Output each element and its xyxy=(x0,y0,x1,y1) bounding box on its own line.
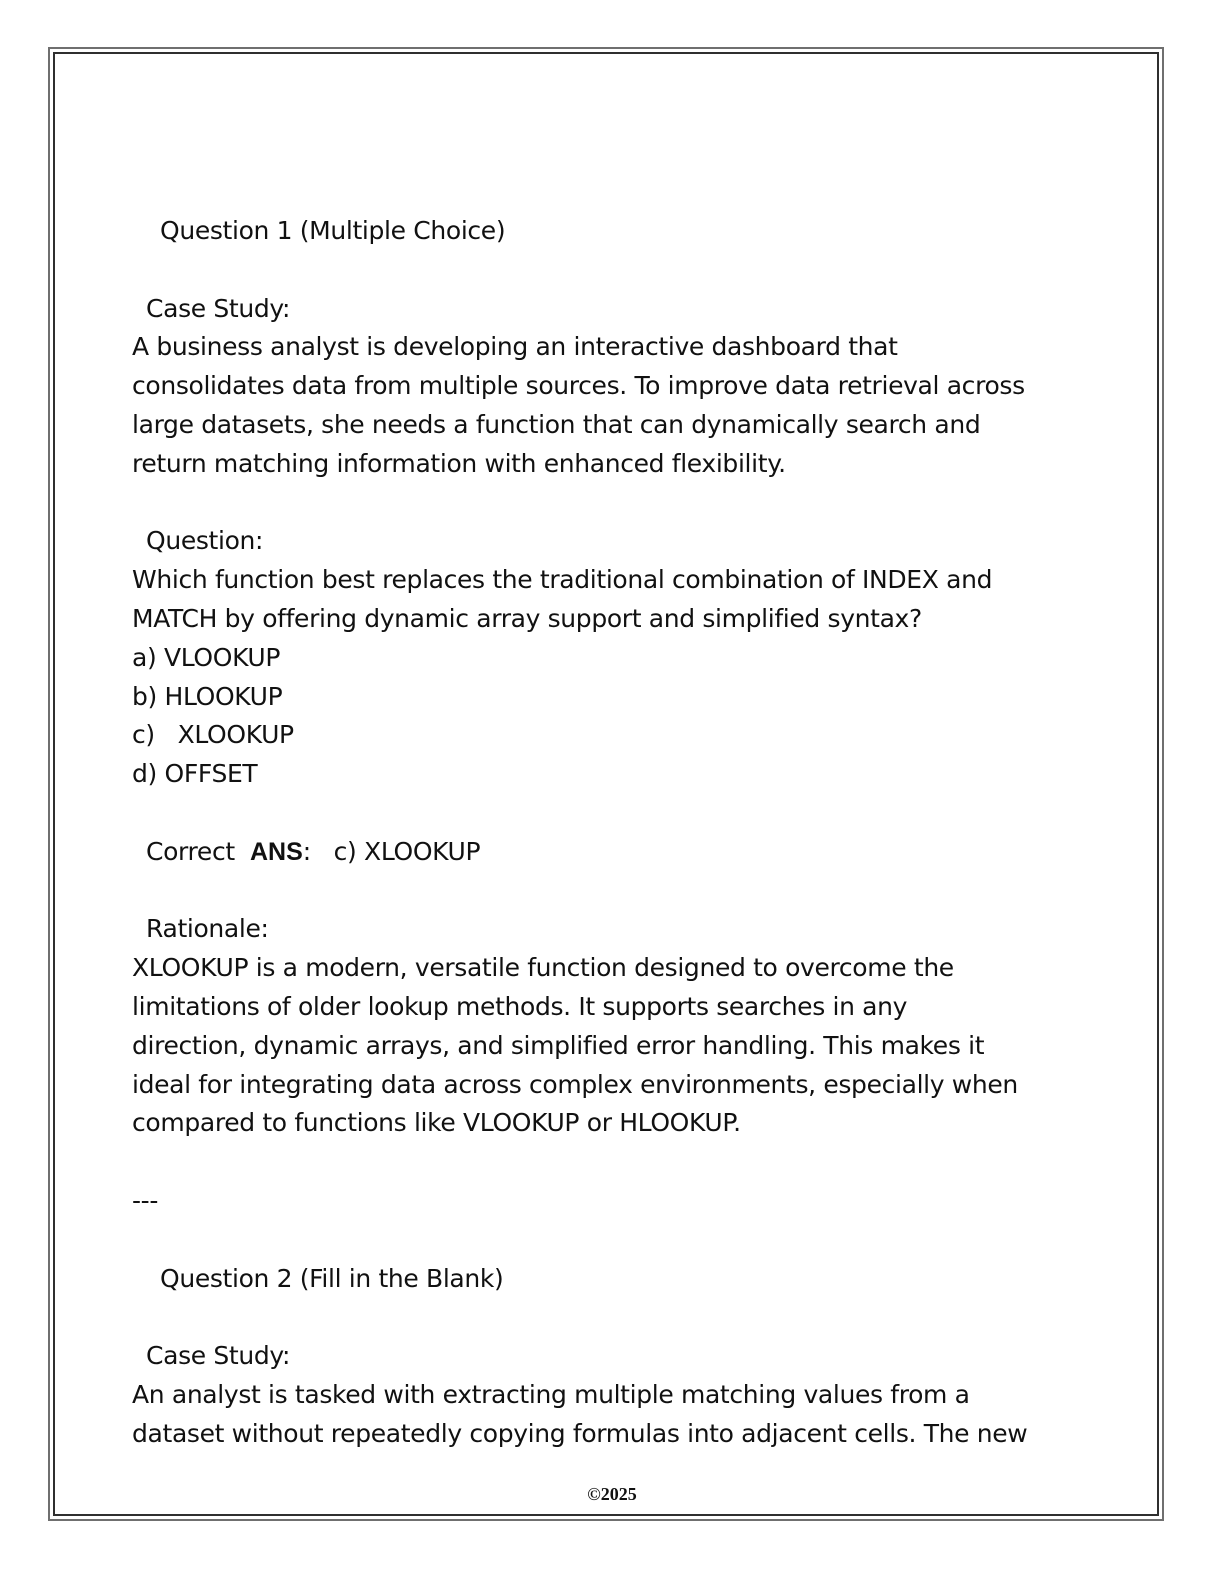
question-1-heading: Question 1 (Multiple Choice) xyxy=(160,216,506,245)
rationale-line: limitations of older lookup methods. It supports searches in any xyxy=(132,991,908,1021)
case-study-line: dataset without repeatedly copying formulas into adjacent cells. The new xyxy=(132,1418,1028,1448)
correct-answer-prefix: Correct xyxy=(146,836,250,866)
correct-answer-label: ANS xyxy=(250,837,303,866)
case-study-label: Case Study: xyxy=(146,293,291,323)
question-line: Which function best replaces the traditional combination of INDEX and xyxy=(132,565,993,595)
rationale-line: compared to functions like VLOOKUP or HLOOKUP. xyxy=(132,1108,741,1138)
option-d: d) OFFSET xyxy=(132,759,258,789)
document-body xyxy=(132,212,1092,1454)
correct-answer xyxy=(132,833,1092,872)
correct-answer-value: : c) XLOOKUP xyxy=(302,836,481,866)
question-label: Question: xyxy=(146,526,264,556)
question-2-heading: Question 2 (Fill in the Blank) xyxy=(160,1263,504,1293)
spacer xyxy=(132,872,1092,911)
option-b: b) HLOOKUP xyxy=(132,681,283,711)
case-study-line: large datasets, she needs a function that can dynamically search and xyxy=(132,409,981,439)
section-separator: --- xyxy=(132,1185,159,1215)
rationale-label: Rationale: xyxy=(146,914,269,944)
case-study-line: A business analyst is developing an interactive dashboard that xyxy=(132,332,898,362)
spacer xyxy=(132,1143,1092,1182)
case-study-line: An analyst is tasked with extracting multiple matching values from a xyxy=(132,1379,970,1409)
question-line: MATCH by offering dynamic array support and simplified syntax? xyxy=(132,603,922,633)
case-study-line: return matching information with enhanced flexibility. xyxy=(132,448,786,478)
option-a: a) VLOOKUP xyxy=(132,642,281,672)
case-study-line: consolidates data from multiple sources. To improve data retrieval across xyxy=(132,371,1025,401)
copyright-footer: ©2025 xyxy=(587,1484,637,1504)
spacer xyxy=(132,251,1092,290)
spacer xyxy=(132,794,1092,833)
spacer xyxy=(132,1298,1092,1337)
case-study-label: Case Study: xyxy=(146,1341,291,1371)
rationale-line: ideal for integrating data across complex environments, especially when xyxy=(132,1069,1018,1099)
rationale-line: direction, dynamic arrays, and simplified error handling. This makes it xyxy=(132,1030,985,1060)
rationale-line: XLOOKUP is a modern, versatile function designed to overcome the xyxy=(132,953,954,983)
spacer xyxy=(132,1221,1092,1260)
option-c: c) XLOOKUP xyxy=(132,720,294,750)
spacer xyxy=(132,484,1092,523)
